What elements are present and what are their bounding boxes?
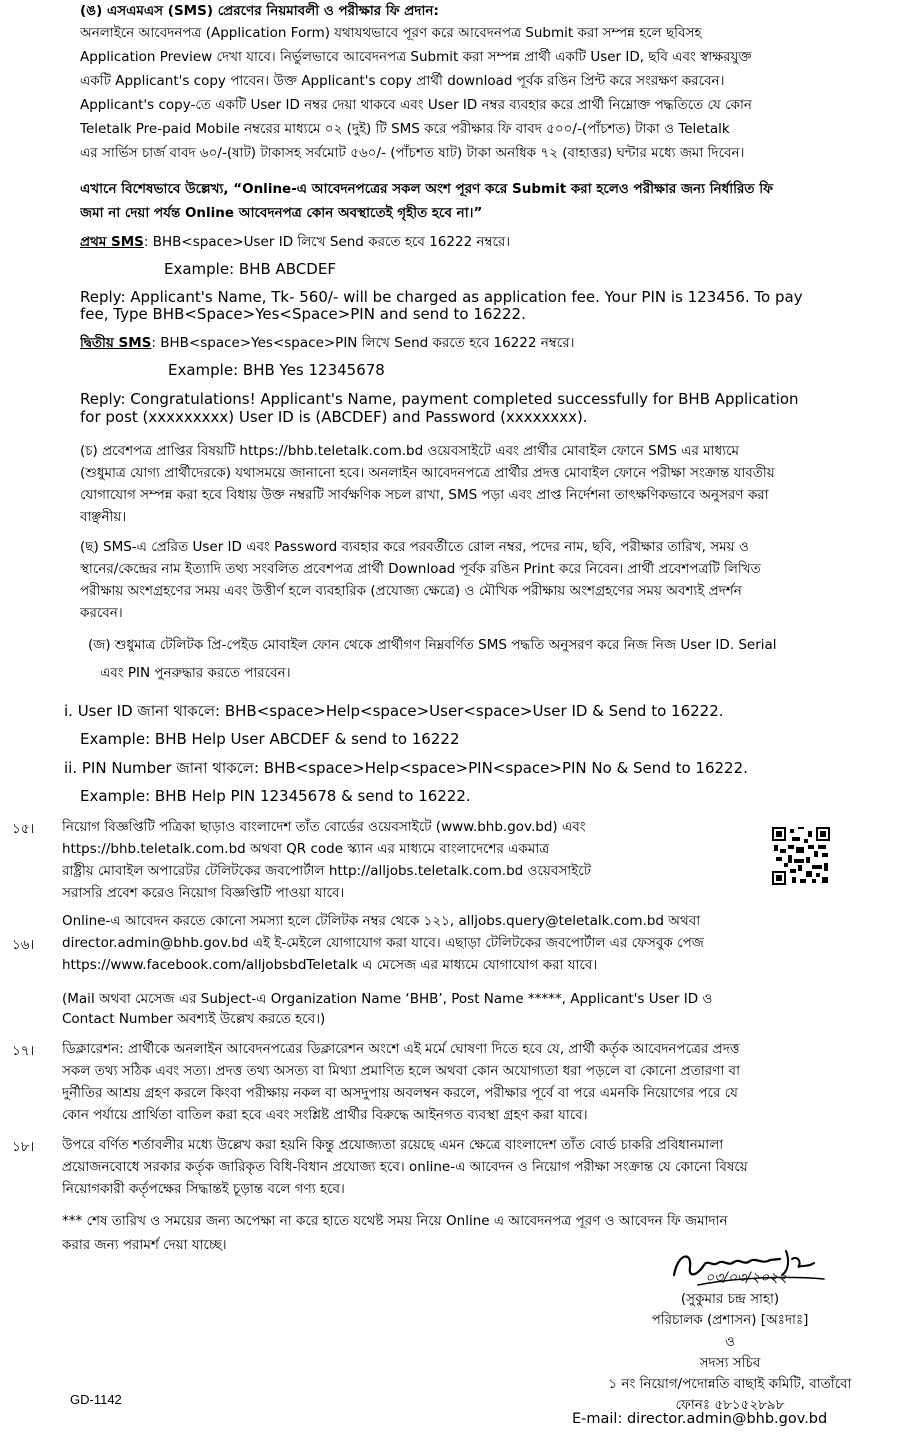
para-15-line-4: সরাসরি প্রবেশ করেও নিয়োগ বিজ্ঞপ্তিটি পাওয়া যাবে। (62, 885, 345, 901)
signature-date: ০৩/০৩/২০২২ (705, 1270, 788, 1286)
para-17-line-1: ডিক্লারেশন: প্রার্থীকে অনলাইন আবেদনপত্রের ডিক্লারেশন অংশে এই মর্মে ঘোষণা দিতে হবে যে, প্রার্থী কর্তৃক আবেদনপত্রের প্রদত্ত (62, 1041, 740, 1057)
first-sms-example: Example: BHB ABCDEF (164, 260, 336, 278)
signatory-designation: পরিচালক (প্রশাসন) [অঃদাঃ] (651, 1312, 809, 1328)
second-sms-reply-2: for post (xxxxxxxxx) User ID is (ABCDEF) and Password (xxxxxxxx). (80, 408, 588, 426)
second-sms-label: দ্বিতীয় SMS (80, 335, 152, 351)
second-sms-reply-1: Reply: Congratulations! Applicant's Name, payment completed successfully for BHB Application (80, 390, 799, 408)
signatory-committee: ১ নং নিয়োগ/পদোন্নতি বাছাই কমিটি, বাতাঁবো (608, 1376, 852, 1392)
section-u-line-6: এর সার্ভিস চার্জ বাবদ ৬০/-(ষাট) টাকাসহ সর্বমোট ৫৬০/- (পাঁচশত ষাট) টাকা অনধিক ৭২ (বাহাত্তর) ঘন্টার মধ্যে জমা দিবেন। (80, 145, 745, 161)
section-ja-line-1: (জ) শুধুমাত্র টেলিটক প্রি-পেইড মোবাইল ফোন থেকে প্রার্থীগণ নিম্নবর্ণিত SMS পদ্ধতি অনুসরণ করে নিজ নিজ User ID. Serial (88, 637, 777, 653)
second-sms-example: Example: BHB Yes 12345678 (168, 361, 385, 379)
recovery-item-i: i. User ID জানা থাকলে: BHB<space>Help<space>User<space>User ID & Send to 16222. (64, 702, 724, 720)
first-sms-label: প্রথম SMS (80, 234, 144, 250)
signatory-phone: ফোনঃ ৫৮১৫২৮৯৮ (675, 1397, 785, 1413)
para-18-line-2: প্রয়োজনবোধে সরকার কর্তৃক জারিকৃত বিধি-বিধান প্রযোজ্য হবে। online-এ আবেদন ও নিয়োগ পরীক্ষা সংক্রান্ত যে কোনো বিষয়ে (62, 1159, 748, 1175)
second-sms-row (80, 334, 574, 353)
para-18-line-1: উপরে বর্ণিত শর্তাবলীর মধ্যে উল্লেখ করা হয়নি কিন্তু প্রযোজ্যতা রয়েছে এমন ক্ষেত্রে বাংলাদেশ তাঁত বোর্ড চাকরি প্রবিধানমালা (62, 1137, 724, 1153)
section-u-line-2: Application Preview দেখা যাবে। নির্ভুলভাবে আবেদনপত্র Submit করা সম্পন্ন প্রার্থী একটি User ID, ছবি এবং স্বাক্ষরযুক্ত (80, 49, 752, 65)
final-note-line-2: করার জন্য পরামর্শ দেয়া যাচ্ছে। (62, 1237, 227, 1253)
section-chha-line-2: স্থানের/কেন্দ্রের নাম ইত্যাদি তথ্য সংবলিত প্রবেশপত্র প্রার্থী Download পূর্বক রঙিন Print করে নিবেন। প্রার্থী প্রবেশপত্রটি লিখিত (80, 561, 761, 577)
para-15-number: ১৫। (12, 821, 35, 837)
para-17-line-2: সকল তথ্য সঠিক এবং সত্য। প্রদত্ত তথ্য অসত্য বা মিথ্যা প্রমাণিত হলে অথবা কোন অযোগ্যতা ধরা পড়লে বা কোনো প্রতারণা বা (62, 1063, 740, 1079)
para-16-mail-line-2: Contact Number অবশ্যই উল্লেখ করতে হবে।) (62, 1011, 326, 1027)
section-u-line-3: একটি Applicant's copy পাবেন। উক্ত Applicant's copy প্রার্থী download পূর্বক রঙিন প্রিন্ট করে সংরক্ষণ করবেন। (80, 73, 725, 89)
signatory-name: (সুকুমার চন্দ্র সাহা) (680, 1291, 780, 1307)
para-18-number: ১৮। (12, 1139, 35, 1155)
para-16-line-2: director.admin@bhb.gov.bd এই ই-মেইলে যোগাযোগ করা যাবে। এছাড়া টেলিটকের জবপোর্টাল এর ফেসবুক পেজ (62, 935, 704, 951)
section-chha-line-3: পরীক্ষায় অংশগ্রহণের সময় এবং উত্তীর্ণ হলে ব্যবহারিক (প্রযোজ্য ক্ষেত্রে) ও মৌখিক পরীক্ষায় অংশগ্রহণের সময় অবশ্যই প্রদর্শন (80, 583, 742, 599)
qr-code[interactable] (772, 827, 830, 885)
online-notice-line-2: জমা না দেয়া পর্যন্ত Online আবেদনপত্র কোন অবস্থাতেই গৃহীত হবে না।” (80, 205, 483, 221)
para-17-line-4: কোন পর্যায়ে প্রার্থিতা বাতিল করা হবে এবং সংশ্লিষ্ট প্রার্থীর বিরুদ্ধে আইনগত ব্যবস্থা গ্রহণ করা যাবে। (62, 1107, 588, 1123)
para-17-line-3: দুর্নীতির আশ্রয় গ্রহণ করলে কিংবা পরীক্ষায় নকল বা অসদুপায় অবলম্বন করলে, পরীক্ষার পূর্বে বা পরে এমনকি নিয়োগের পরে যে (62, 1085, 738, 1101)
para-16-line-1: Online-এ আবেদন করতে কোনো সমস্যা হলে টেলিটক নম্বর থেকে ১২১, alljobs.query@teletalk.com.bd অথবা (62, 913, 701, 929)
recovery-item-ii: ii. PIN Number জানা থাকলে: BHB<space>Help<space>PIN<space>PIN No & Send to 16222. (64, 759, 748, 777)
para-16-line-3: https://www.facebook.com/alljobsbdTeletalk এ মেসেজ এর মাধ্যমে যোগাযোগ করা যাবে। (62, 957, 598, 973)
section-chha-line-1: (ছ) SMS-এ প্রেরিত User ID এবং Password ব্যবহার করে পরবর্তীতে রোল নম্বর, পদের নাম, ছবি, পরীক্ষার তারিখ, সময় ও (80, 539, 749, 555)
first-sms-reply-1: Reply: Applicant's Name, Tk- 560/- will be charged as application fee. Your PIN is 123456. To pay (80, 288, 803, 306)
section-cha-line-1: (চ) প্রবেশপত্র প্রাপ্তির বিষয়টি https://bhb.teletalk.com.bd ওয়েবসাইটে এবং প্রার্থীর মোবাইল ফোনে SMS এর মাধ্যমে (80, 443, 739, 459)
para-16-mail-line-1: (Mail অথবা মেসেজ এর Subject-এ Organization Name ‘BHB’, Post Name *****, Applicant's User ID ও (62, 991, 713, 1007)
recovery-item-i-example: Example: BHB Help User ABCDEF & send to 16222 (80, 730, 460, 748)
final-note-line-1: *** শেষ তারিখ ও সময়ের জন্য অপেক্ষা না করে হাতে যথেষ্ট সময় নিয়ে Online এ আবেদনপত্র পূরণ ও আবেদন ফি জমাদান (62, 1213, 728, 1229)
section-chha-line-4: করবেন। (80, 605, 123, 621)
section-u-line-1: অনলাইনে আবেদনপত্র (Application Form) যথাযথভাবে পূরণ করে আবেদনপত্র Submit করা সম্পন্ন হলে ছবিসহ (80, 25, 702, 41)
online-notice-line-1: এখানে বিশেষভাবে উল্লেখ্য, “Online-এ আবেদনপত্রের সকল অংশ পূরণ করে Submit করা হলেও পরীক্ষার জন্য নির্ধারিত ফি (80, 181, 773, 197)
signatory-email[interactable]: E-mail: director.admin@bhb.gov.bd (572, 1411, 828, 1427)
section-u-line-4: Applicant's copy-তে একটি User ID নম্বর দেয়া থাকবে এবং User ID নম্বর ব্যবহার করে প্রার্থী নিম্নোক্ত পদ্ধতিতে যে কোন (80, 97, 752, 113)
section-ja-line-2: এবং PIN পুনরুদ্ধার করতে পারবেন। (100, 665, 291, 681)
signatory-member: সদস্য সচিব (699, 1355, 761, 1371)
second-sms-text: : BHB<space>Yes<space>PIN লিখে Send করতে হবে 16222 নম্বরে। (151, 335, 575, 351)
signatory-and: ও (725, 1334, 735, 1350)
para-16-number: ১৬। (12, 937, 35, 953)
first-sms-reply-2: fee, Type BHB<Space>Yes<Space>PIN and send to 16222. (80, 305, 526, 323)
section-cha-line-4: বাঞ্ছনীয়। (80, 509, 127, 525)
document-code: GD-1142 (70, 1392, 122, 1407)
section-cha-line-3: যোগাযোগ সম্পন্ন করা হবে বিধায় উক্ত নম্বরটি সার্বক্ষণিক সচল রাখা, SMS পড়া এবং প্রাপ্ত নির্দেশনা তাৎক্ষণিকভাবে অনুসরণ করা (80, 487, 769, 503)
recovery-item-ii-example: Example: BHB Help PIN 12345678 & send to 16222. (80, 787, 471, 805)
first-sms-row (80, 233, 510, 252)
para-15-line-1: নিয়োগ বিজ্ঞপ্তিটি পত্রিকা ছাড়াও বাংলাদেশ তাঁত বোর্ডের ওয়েবসাইটে (www.bhb.gov.bd) এবং (62, 819, 586, 835)
para-15-line-3: রাষ্ট্রীয় মোবাইল অপারেটর টেলিটকের জবপোর্টাল http://alljobs.teletalk.com.bd ওয়েবসাইটে (62, 863, 591, 879)
section-u-line-5: Teletalk Pre-paid Mobile নম্বরের মাধ্যমে ০২ (দুই) টি SMS করে পরীক্ষার ফি বাবদ ৫০০/-(পাঁচশত) টাকা ও Teletalk (80, 121, 730, 137)
section-cha-line-2: (শুধুমাত্র যোগ্য প্রার্থীদেরকে) যথাসময়ে জানানো হবে। অনলাইন আবেদনপত্রে প্রার্থীর প্রদত্ত মোবাইল ফোনে পরীক্ষা সংক্রান্ত যাবতীয় (80, 465, 775, 481)
para-15-line-2: https://bhb.teletalk.com.bd অথবা QR code স্ক্যান এর মাধ্যমে বাংলাদেশের একমাত্র (62, 841, 550, 857)
para-17-number: ১৭। (12, 1043, 35, 1059)
first-sms-text: : BHB<space>User ID লিখে Send করতে হবে 16222 নম্বরে। (143, 234, 511, 250)
para-18-line-3: নিয়োগকারী কর্তৃপক্ষের সিদ্ধান্তই চূড়ান্ত বলে গণ্য হবে। (62, 1181, 345, 1197)
section-u-heading: (ঙ) এসএমএস (SMS) প্রেরণের নিয়মাবলী ও পরীক্ষার ফি প্রদান: (80, 3, 439, 19)
